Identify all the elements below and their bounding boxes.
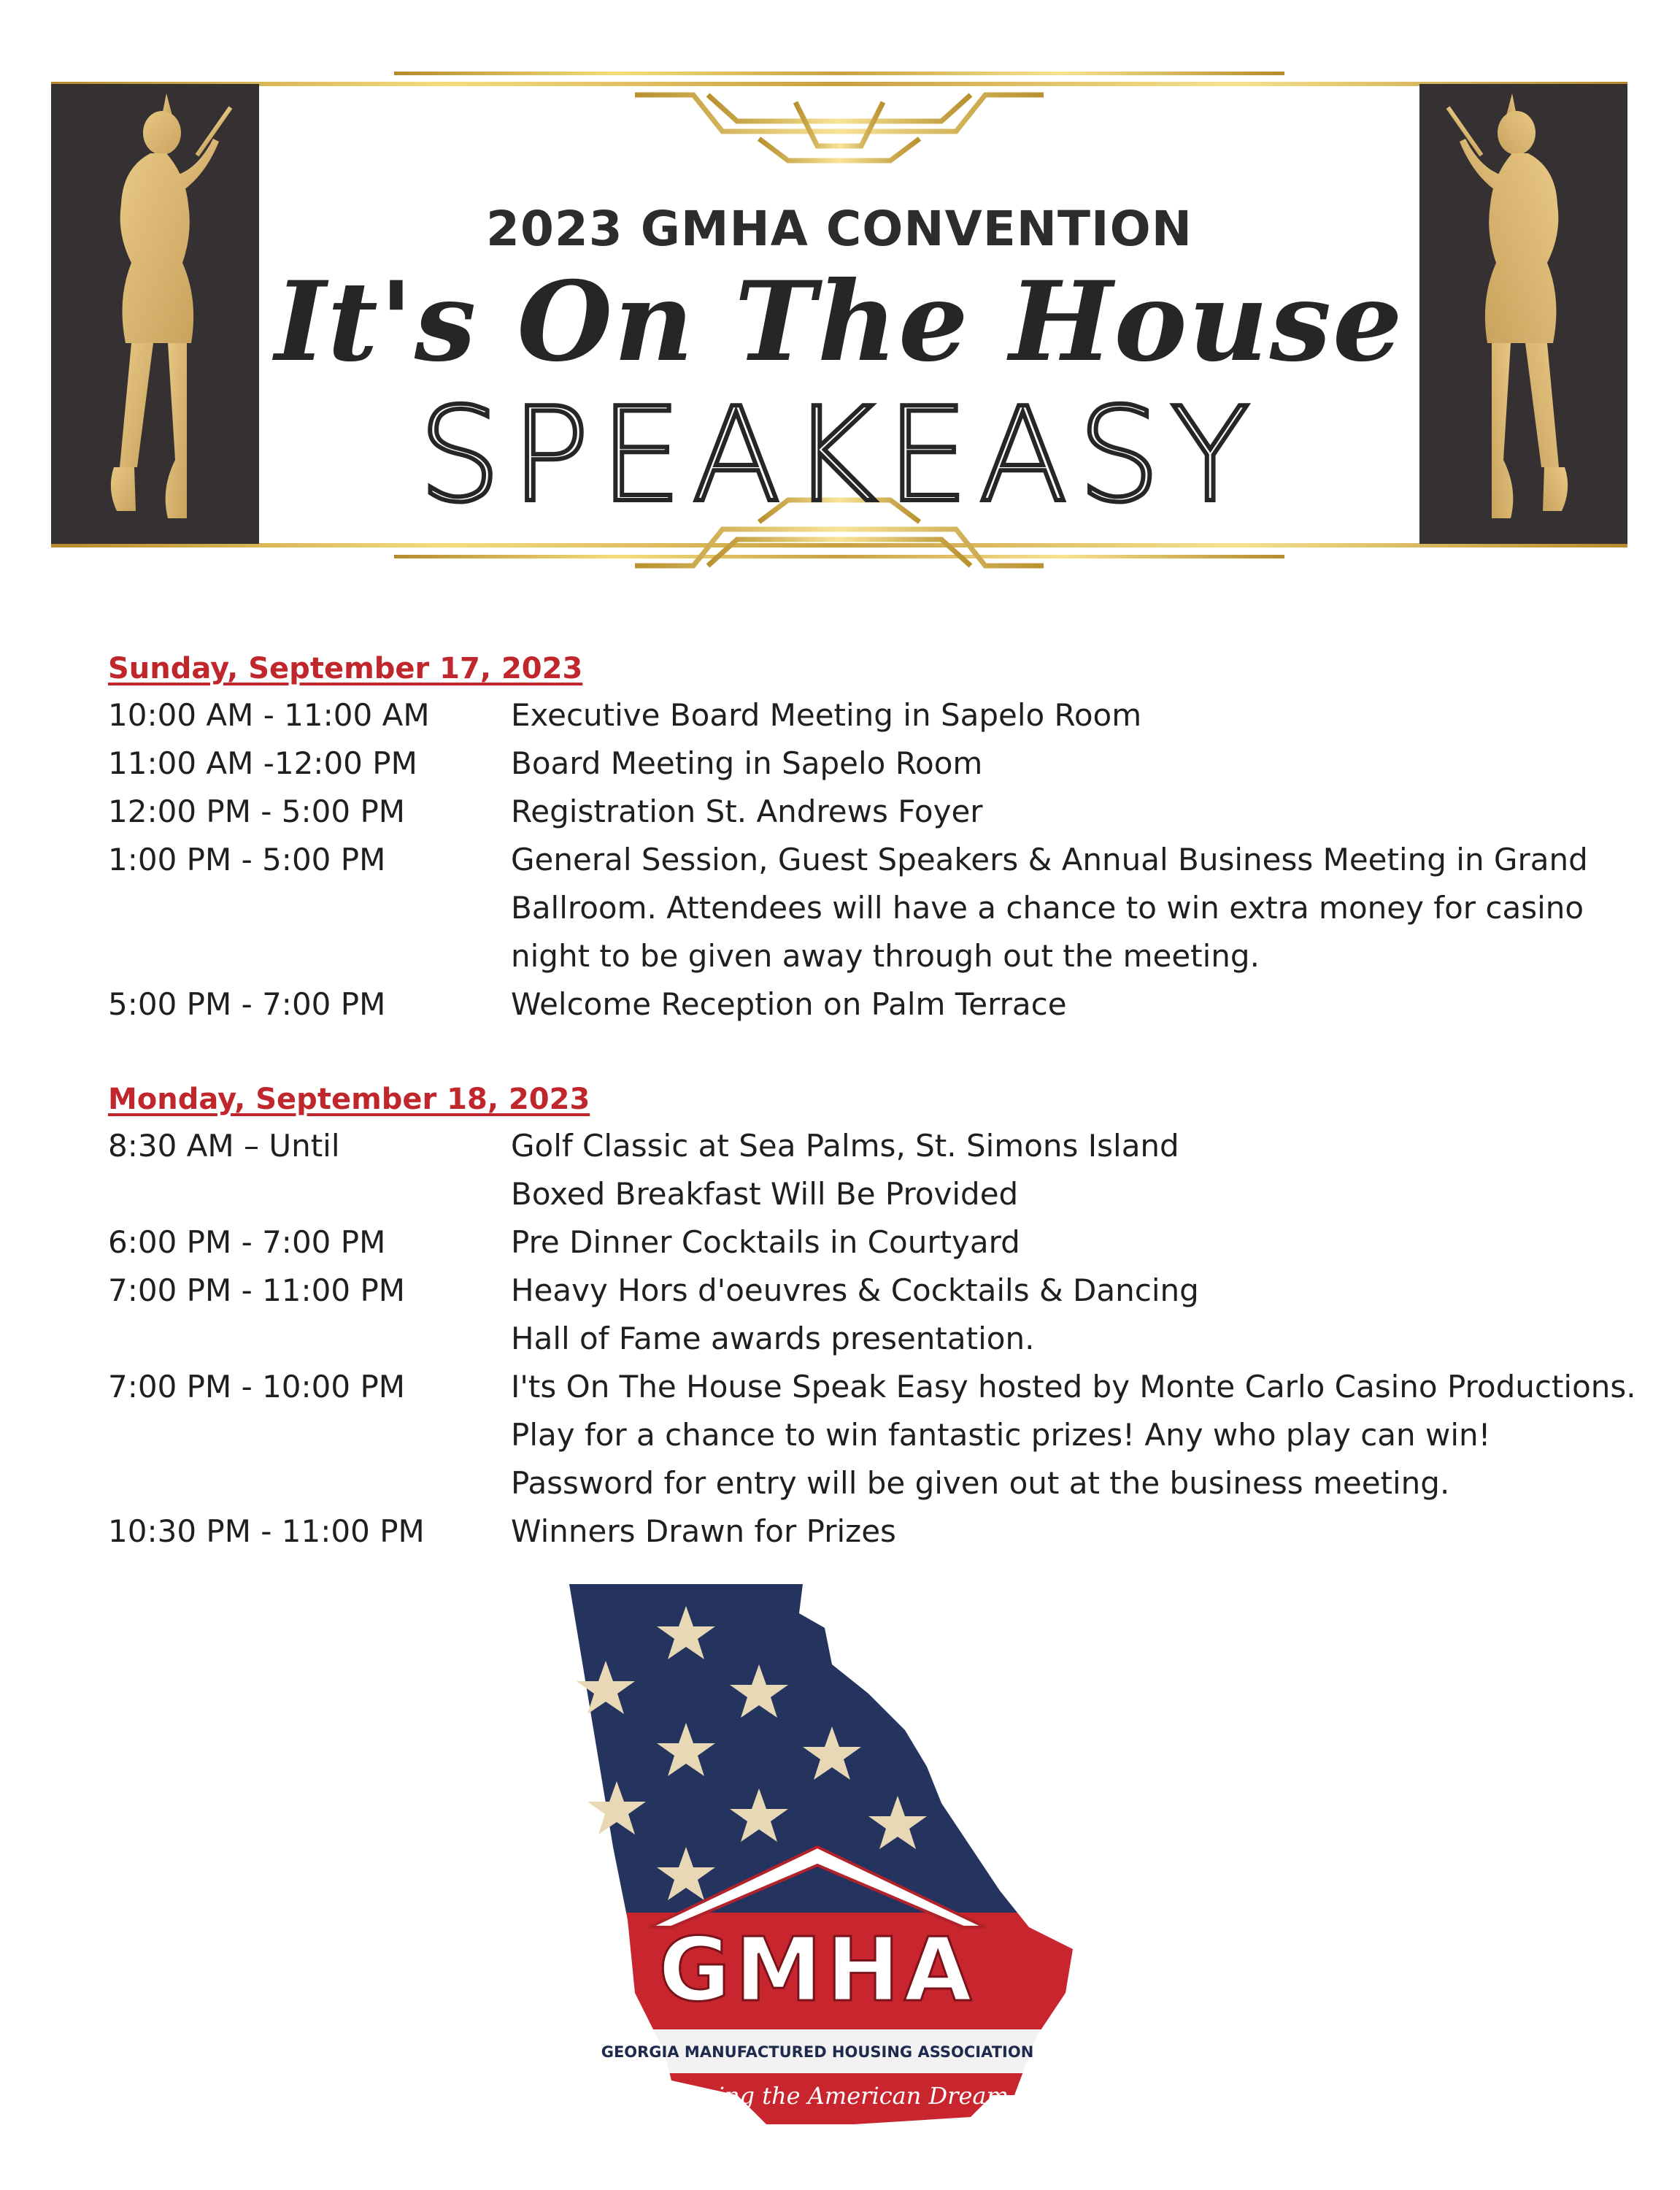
schedule-event: Ballroom. Attendees will have a chance to win extra money for casino	[511, 890, 1584, 926]
schedule-time: 10:30 PM - 11:00 PM	[108, 1513, 425, 1549]
schedule-row	[108, 1513, 1611, 1561]
schedule-row	[108, 938, 1611, 986]
event-banner	[51, 44, 1627, 584]
schedule-row	[108, 1128, 1611, 1176]
schedule-event: Heavy Hors d'oeuvres & Cocktails & Dancing	[511, 1272, 1199, 1308]
schedule-event: Boxed Breakfast Will Be Provided	[511, 1176, 1019, 1212]
schedule-row	[108, 1224, 1611, 1272]
logo-tagline: Preserving the American Dream	[626, 2082, 1009, 2110]
schedule-event: Hall of Fame awards presentation.	[511, 1321, 1035, 1356]
schedule-time: 1:00 PM - 5:00 PM	[108, 842, 386, 877]
schedule-event: night to be given away through out the meeting.	[511, 938, 1260, 974]
speakeasy-title: SPEAKEASY	[418, 380, 1260, 531]
schedule-event: Play for a chance to win fantastic prizes! Any who play can win!	[511, 1417, 1491, 1453]
script-event-title: It's On The House	[274, 258, 1404, 386]
schedule-time: 7:00 PM - 10:00 PM	[108, 1369, 406, 1405]
schedule-row	[108, 986, 1611, 1034]
schedule-time: 12:00 PM - 5:00 PM	[108, 794, 406, 829]
schedule-row	[108, 1176, 1611, 1224]
convention-title: 2023 GMHA CONVENTION	[486, 201, 1192, 257]
schedule-event: I'ts On The House Speak Easy hosted by Monte Carlo Casino Productions.	[511, 1369, 1636, 1405]
schedule-event: Registration St. Andrews Foyer	[511, 794, 983, 829]
schedule-row	[108, 1272, 1611, 1321]
flapper-silhouette-right-icon	[1423, 88, 1598, 555]
schedule-row	[108, 794, 1611, 842]
schedule-time: 11:00 AM -12:00 PM	[108, 745, 417, 781]
logo-org-name: GEORGIA MANUFACTURED HOUSING ASSOCIATION	[601, 2043, 1034, 2061]
schedule-time: 7:00 PM - 11:00 PM	[108, 1272, 406, 1308]
logo-acronym: GMHA	[658, 1920, 976, 2021]
schedule-row	[108, 842, 1611, 890]
schedule-row	[108, 890, 1611, 938]
schedule-event: Executive Board Meeting in Sapelo Room	[511, 697, 1142, 733]
schedule-time: 6:00 PM - 7:00 PM	[108, 1224, 386, 1260]
schedule-row	[108, 1321, 1611, 1369]
schedule-event: Welcome Reception on Palm Terrace	[511, 986, 1067, 1022]
sunday-heading: Sunday, September 17, 2023	[108, 652, 583, 685]
schedule-row	[108, 697, 1611, 745]
gmha-georgia-logo	[562, 1584, 1080, 2139]
schedule-row	[108, 1369, 1636, 1417]
schedule-event: Board Meeting in Sapelo Room	[511, 745, 983, 781]
flapper-silhouette-left-icon	[80, 88, 255, 555]
schedule-row	[108, 745, 1611, 794]
schedule-event: Golf Classic at Sea Palms, St. Simons Island	[511, 1128, 1179, 1164]
schedule-event: Winners Drawn for Prizes	[511, 1513, 896, 1549]
schedule-event: Password for entry will be given out at the business meeting.	[511, 1465, 1450, 1501]
schedule-event: General Session, Guest Speakers & Annual Business Meeting in Grand	[511, 842, 1588, 877]
schedule-row	[108, 1465, 1611, 1513]
schedule-event: Pre Dinner Cocktails in Courtyard	[511, 1224, 1020, 1260]
schedule-time: 5:00 PM - 7:00 PM	[108, 986, 386, 1022]
monday-heading: Monday, September 18, 2023	[108, 1083, 590, 1116]
schedule-row	[108, 1417, 1611, 1465]
schedule-time: 10:00 AM - 11:00 AM	[108, 697, 430, 733]
banner-title-area	[259, 84, 1419, 544]
top-inner-gold-line	[394, 72, 1284, 75]
schedule-time: 8:30 AM – Until	[108, 1128, 340, 1164]
